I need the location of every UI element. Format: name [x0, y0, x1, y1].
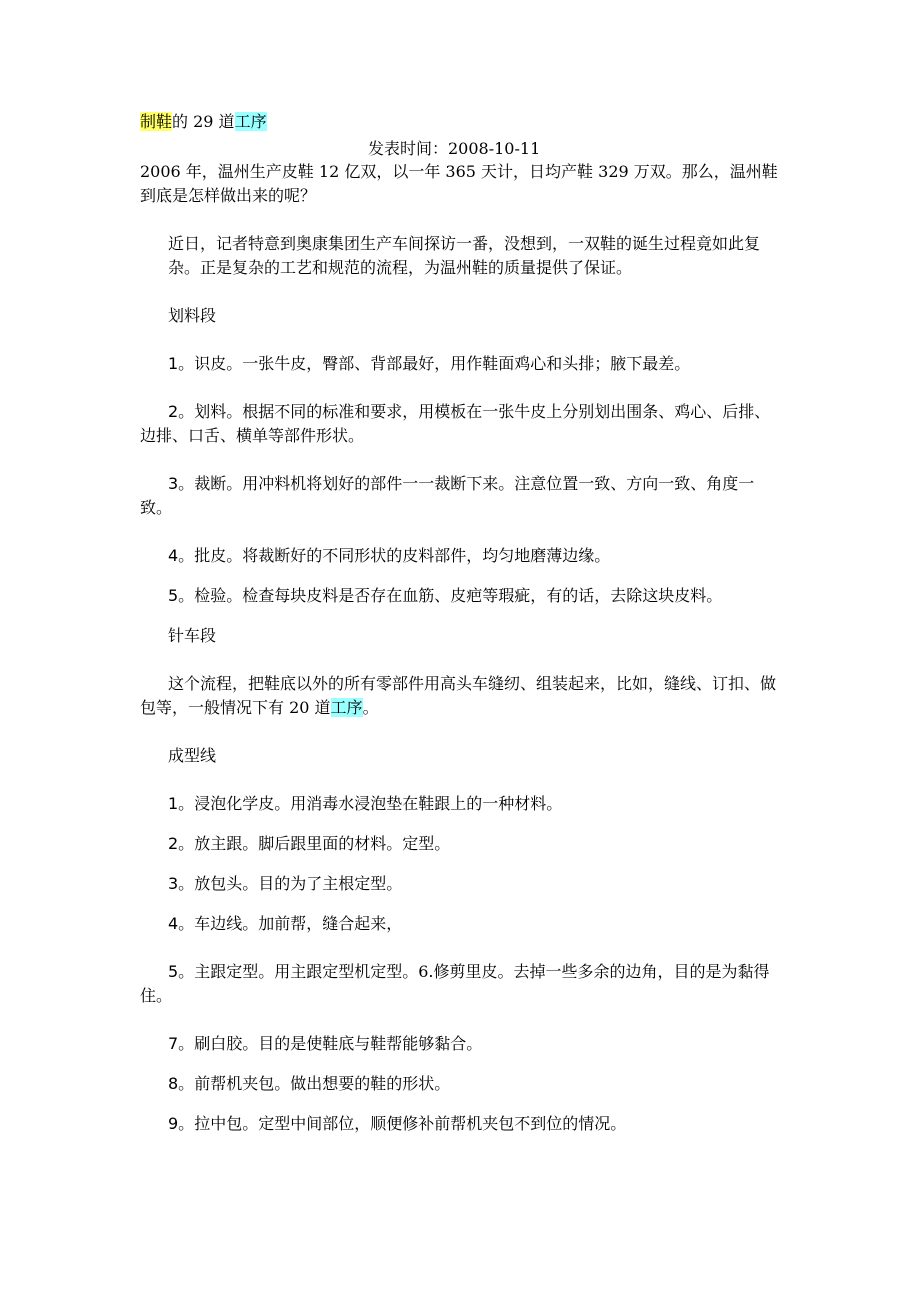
document-page: [140, 110, 785, 1136]
item-number: 2。: [168, 402, 195, 421]
list-item: [140, 960, 785, 1008]
section-heading-forming: 成型线: [168, 746, 217, 765]
item-text: 车边线。加前帮，缝合起来，: [194, 914, 403, 933]
item-number: 7。: [168, 1034, 195, 1053]
item-number: 1。: [168, 354, 195, 373]
item-number: 9。: [168, 1114, 195, 1133]
item-number: 3。: [168, 474, 195, 493]
title-highlight-zhixie: 制鞋: [140, 112, 173, 131]
section-heading-cutting: 划料段: [168, 306, 217, 325]
item-text: 拉中包。定型中间部位，顺便修补前帮机夹包不到位的情况。: [194, 1114, 627, 1133]
item-text: 放包头。目的为了主根定型。: [194, 874, 403, 893]
item-text: 刷白胶。目的是使鞋底与鞋帮能够黏合。: [194, 1034, 483, 1053]
list-item: [140, 400, 785, 448]
item-text: 主跟定型。用主跟定型机定型。6.修剪里皮。去掉一些多余的边角，目的是为黏得住。: [140, 962, 770, 1005]
list-item: [140, 792, 785, 816]
document-title: [140, 110, 785, 134]
section-heading-stitching: 针车段: [168, 626, 217, 645]
list-item: [140, 1112, 785, 1136]
item-text: 裁断。用冲料机将划好的部件一一裁断下来。注意位置一致、方向一致、角度一致。: [140, 474, 755, 517]
list-item: [140, 352, 785, 376]
list-item: [140, 1072, 785, 1096]
list-item: [140, 912, 785, 936]
list-item: [140, 472, 785, 520]
item-number: 5。: [168, 586, 195, 605]
list-item: [140, 1032, 785, 1056]
item-text: 划料。根据不同的标准和要求，用模板在一张牛皮上分别划出围条、鸡心、后排、边排、口舌、横单等部件形状。: [140, 402, 771, 445]
stitching-text-end: 。: [362, 698, 379, 717]
item-number: 4。: [168, 914, 195, 933]
stitching-text: 这个流程，把鞋底以外的所有零部件用高头车缝纫、组装起来，比如，缝线、订扣、做包等，一般情况下有 20 道: [140, 674, 777, 717]
title-highlight-gongxu: 工序: [234, 112, 267, 131]
item-number: 5。: [168, 962, 195, 981]
title-middle: 的 29 道: [172, 112, 235, 131]
intro-paragraph: 2006 年，温州生产皮鞋 12 亿双，以一年 365 天计，日均产鞋 329 万双。那么，温州鞋到底是怎样做出来的呢？: [140, 162, 778, 205]
item-text: 检验。检查每块皮料是否存在血筋、皮疤等瑕疵，有的话，去除这块皮料。: [194, 586, 723, 605]
item-number: 8。: [168, 1074, 195, 1093]
item-text: 识皮。一张牛皮，臀部、背部最好，用作鞋面鸡心和头排；腋下最差。: [194, 354, 691, 373]
item-text: 浸泡化学皮。用消毒水浸泡垫在鞋跟上的一种材料。: [194, 794, 563, 813]
item-number: 3。: [168, 874, 195, 893]
item-text: 放主跟。脚后跟里面的材料。定型。: [194, 834, 451, 853]
list-item: [140, 872, 785, 896]
list-item: [140, 544, 785, 568]
paragraph-two: 近日，记者特意到奥康集团生产车间探访一番，没想到，一双鞋的诞生过程竟如此复杂。正是复杂的工艺和规范的流程，为温州鞋的质量提供了保证。: [168, 234, 761, 277]
item-number: 4。: [168, 546, 195, 565]
stitching-paragraph: [140, 672, 785, 720]
item-text: 前帮机夹包。做出想要的鞋的形状。: [194, 1074, 451, 1093]
stitching-highlight-gongxu: 工序: [330, 698, 363, 717]
item-number: 1。: [168, 794, 195, 813]
publish-date: 发表时间：2008-10-11: [368, 139, 541, 158]
item-number: 2。: [168, 834, 195, 853]
list-item: [140, 584, 785, 608]
item-text: 批皮。将裁断好的不同形状的皮料部件，均匀地磨薄边缘。: [194, 546, 611, 565]
list-item: [140, 832, 785, 856]
